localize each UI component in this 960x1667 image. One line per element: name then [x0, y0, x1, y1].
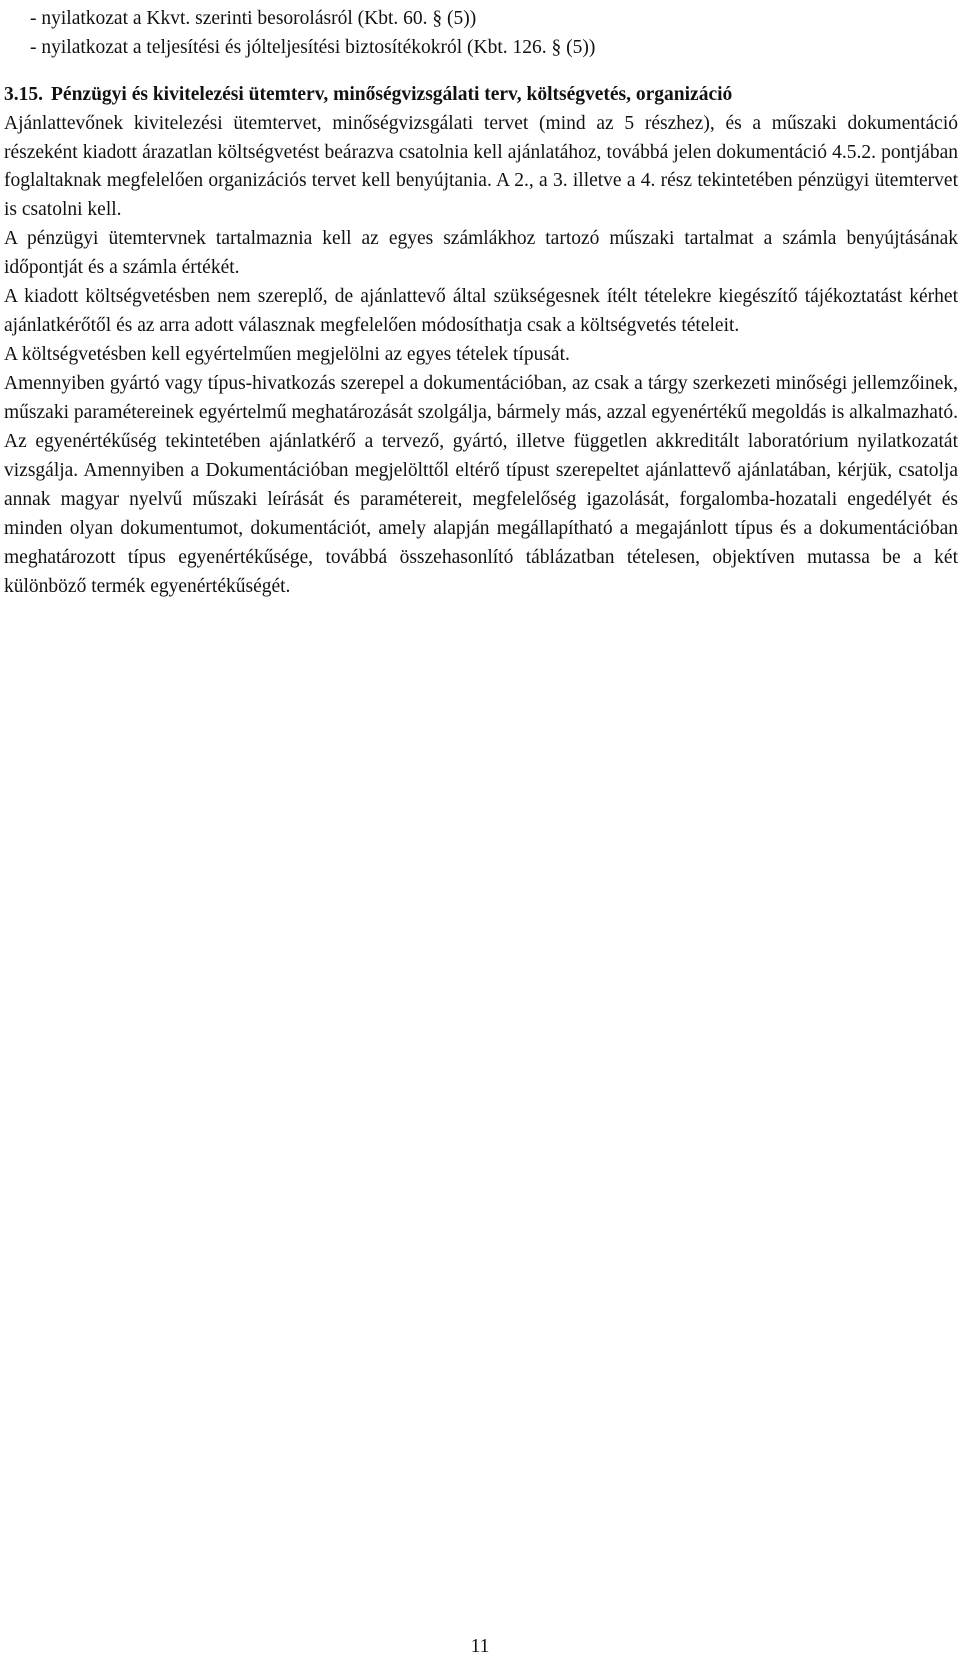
- paragraph-budget-items: A kiadott költségvetésben nem szereplő, de ajánlattevő által szükségesnek ítélt tételekre kiegészítő tájékoztatást kérhet ajánlatkérőtől és az arra adott válasznak megfelelően módosíthatja csak a költségvetés tételeit.: [4, 286, 958, 336]
- section-heading: [4, 80, 958, 110]
- declaration-item: - nyilatkozat a Kkvt. szerinti besorolásról (Kbt. 60. § (5)): [30, 8, 477, 29]
- section-3-15: [4, 80, 958, 601]
- declaration-item: - nyilatkozat a teljesítési és jólteljesítési biztosítékokról (Kbt. 126. § (5)): [30, 37, 596, 58]
- section-title: Pénzügyi és kivitelezési ütemterv, minőségvizsgálati terv, költségvetés, organizáció: [51, 84, 733, 105]
- page-number: 11: [470, 1636, 490, 1657]
- paragraph-documents-required: Ajánlattevőnek kivitelezési ütemtervet, minőségvizsgálati tervet (mind az 5 részhez), és a műszaki dokumentáció részeként kiadott árazatlan költségvetést beárazva csatolnia kell ajánlatához, továbbá jelen dokumentáció 4.5.2. pontjában foglaltaknak megfelelően organizációs tervet kell benyújtania. A 2., a 3. illetve a 4. rész tekintetében pénzügyi ütemtervet is csatolni kell.: [4, 113, 958, 220]
- paragraph-equivalence: Amennyiben gyártó vagy típus-hivatkozás szerepel a dokumentációban, az csak a tárgy szerkezeti minőségi jellemzőinek, műszaki paramétereinek egyértelmű meghatározását szolgálja, bármely más, azzal egyenértékű megoldás is alkalmazható. Az egyenértékűség tekintetében ajánlatkérő a tervező, gyártó, illetve független akkreditált laboratórium nyilatkozatát vizsgálja. Amennyiben a Dokumentációban megjelölttől eltérő típust szerepeltet ajánlattevő ajánlatában, kérjük, csatolja annak magyar nyelvű műszaki leírását és paramétereit, megfelelőség igazolását, forgalomba-hozatali engedélyét és minden olyan dokumentumot, dokumentációt, amely alapján megállapítható a megajánlott típus és a dokumentációban meghatározott típus egyenértékűsége, továbbá összehasonlító táblázatban tételesen, objektíven mutassa be a két különböző termék egyenértékűségét.: [4, 373, 958, 597]
- section-number: 3.15.: [4, 84, 43, 105]
- paragraph-financial-schedule: A pénzügyi ütemtervnek tartalmaznia kell az egyes számlákhoz tartozó műszaki tartalmat a számla benyújtásának időpontját és a számla értékét.: [4, 228, 958, 278]
- declaration-list: [30, 4, 595, 62]
- paragraph-item-types: A költségvetésben kell egyértelműen megjelölni az egyes tételek típusát.: [4, 344, 570, 365]
